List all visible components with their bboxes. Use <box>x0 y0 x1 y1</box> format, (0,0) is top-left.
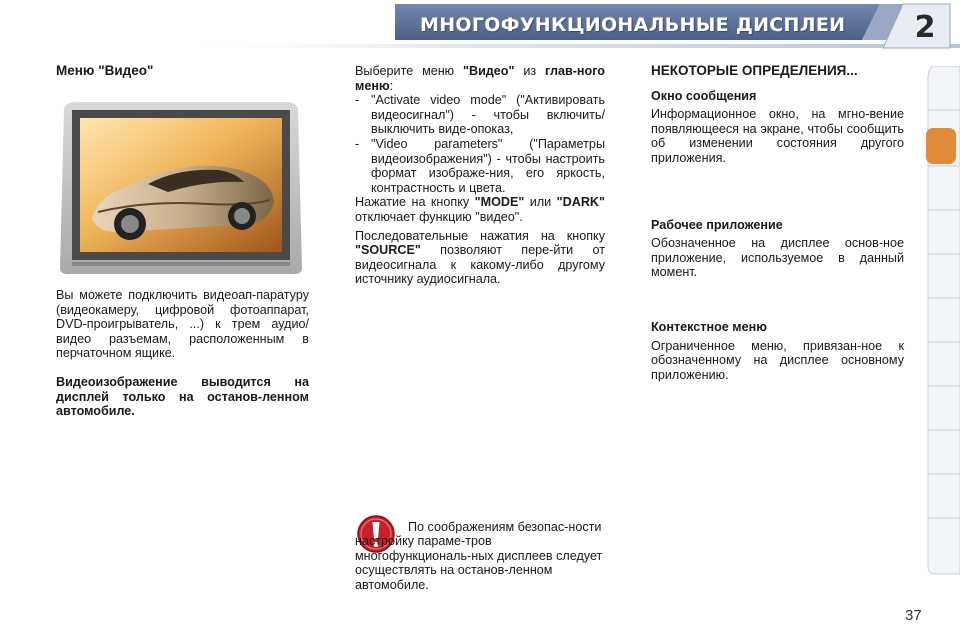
video-menu-label: "Видео" <box>463 64 515 78</box>
column-left <box>56 64 309 87</box>
definitions-heading: НЕКОТОРЫЕ ОПРЕДЕЛЕНИЯ... <box>651 63 858 78</box>
definition-title: Рабочее приложение <box>651 217 783 232</box>
dark-button-label: "DARK" <box>556 195 605 210</box>
definition-context-menu <box>651 320 904 382</box>
text-run: отключает функцию "видео". <box>355 209 523 224</box>
definition-text: Информационное окно, на мгно-вение появляющееся на экране, чтобы сообщить об изменении состояния другого приложения. <box>651 107 904 165</box>
list-item <box>355 137 605 195</box>
mode-dark-paragraph <box>355 195 605 224</box>
text-run: Выберите меню <box>355 64 463 78</box>
active-chapter-tab <box>926 128 956 164</box>
definition-working-application <box>651 218 904 280</box>
section-heading-video-menu: Меню "Видео" <box>56 63 154 78</box>
definition-message-window <box>651 89 904 166</box>
connect-video-paragraph: Вы можете подключить видеоап-паратуру (видеокамеру, цифровой фотоаппарат, DVD-проигрыватель, ...) к трем аудио/видео разъемам, расположенным в перчаточном ящике. <box>56 288 309 361</box>
text-run: : <box>389 78 394 93</box>
text-run: позволяют пере-йти от видеосигнала к какому-либо другому источнику аудиосигнала. <box>355 243 605 287</box>
chapter-number: 2 <box>914 10 936 45</box>
definition-title: Контекстное меню <box>651 319 767 334</box>
definition-title: Окно сообщения <box>651 88 757 103</box>
select-menu-paragraph <box>355 64 605 93</box>
list-dash: - <box>355 93 360 108</box>
safety-warning-text: По соображениям безопас-ности настройку параме-тров многофункциональ-ных дисплеев следует осуществлять на останов-ленном автомобиле. <box>355 519 603 592</box>
list-item <box>355 93 605 137</box>
text-run: Нажатие на кнопку <box>355 195 475 210</box>
main-menu-label: глав-ного меню <box>355 64 605 93</box>
list-item-text: "Video parameters" ("Параметры видеоизображения") - чтобы настроить формат изображе-ния, его яркость, контрастность и цвета. <box>371 136 605 195</box>
list-dash: - <box>355 136 360 151</box>
safety-warning <box>355 507 605 605</box>
mode-button-label: "MODE" <box>474 195 525 210</box>
source-button-label: "SOURCE" <box>355 243 421 258</box>
video-stopped-note: Видеоизображение выводится на дисплей только на останов-ленном автомобиле. <box>56 374 309 419</box>
page-title: МНОГОФУНКЦИОНАЛЬНЫЕ ДИСПЛЕИ <box>420 14 846 36</box>
definition-text: Обозначенное на дисплее основ-ное приложение, используемое в данный момент. <box>651 236 904 280</box>
source-paragraph <box>355 229 605 287</box>
text-run: из <box>514 64 546 78</box>
video-screen-photo <box>58 100 304 276</box>
text-run: Последовательные нажатия на кнопку <box>355 228 605 243</box>
page-number: 37 <box>905 607 922 624</box>
column-middle <box>355 64 605 287</box>
definition-text: Ограниченное меню, привязан-ное к обозначенному на дисплее основному приложению. <box>651 338 904 382</box>
chapter-tabs <box>926 66 960 576</box>
column-left-body <box>56 288 309 419</box>
list-item-text: "Activate video mode" ("Активировать видеосигнал") - чтобы включить/выключить виде-опоказ, <box>371 93 605 137</box>
column-right <box>651 64 904 382</box>
text-run: или <box>524 195 557 210</box>
